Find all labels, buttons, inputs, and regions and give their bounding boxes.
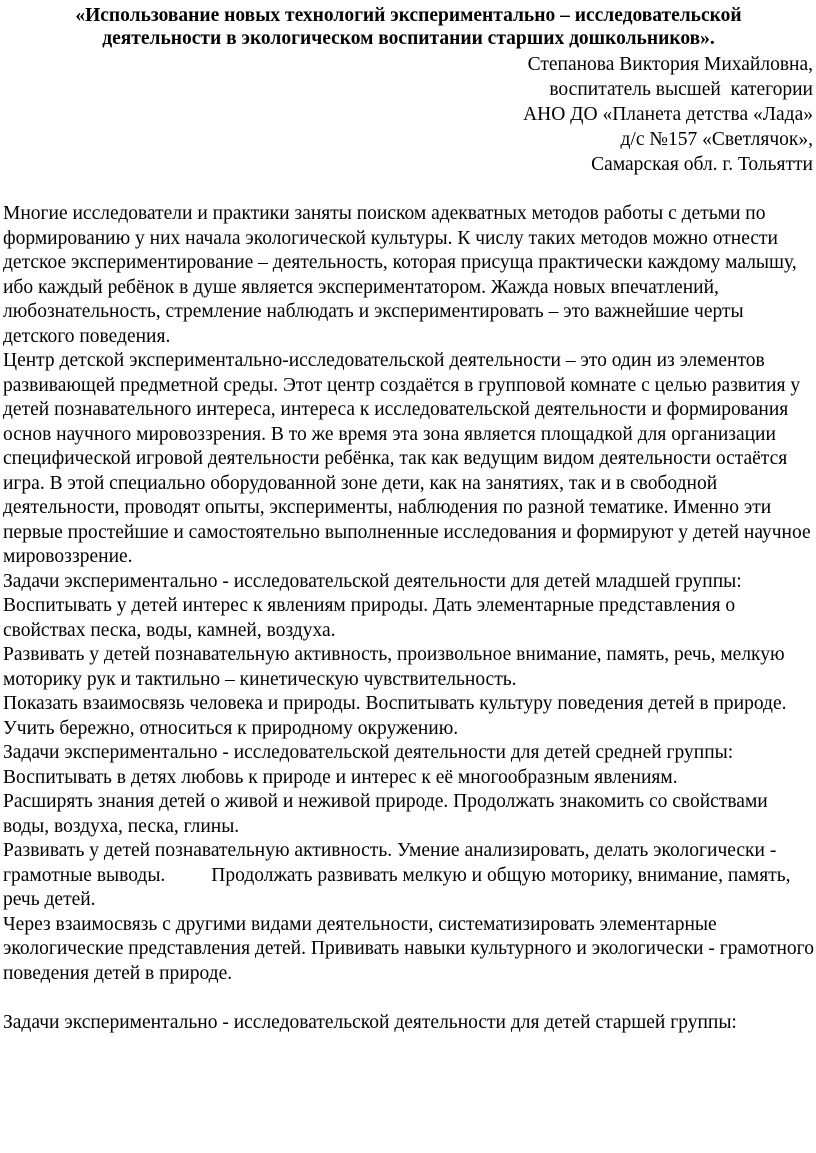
spacer	[3, 177, 814, 202]
document-body	[3, 202, 814, 1036]
paragraph-center: Центр детской экспериментально-исследовательской деятельности – это один из элементов развивающей предметной среды. Этот центр создаётся в групповой комнате с целью развития у детей познавательного интереса, интереса к исследовательской деятельности и формирования основ научного мировоззрения. В то же время эта зона является площадкой для организации специфической игровой деятельности ребёнка, так как ведущим видом деятельности остаётся игра. В этой специально оборудованной зоне дети, как на занятиях, так и в свободной деятельности, проводят опыты, эксперименты, наблюдения по разной тематике. Именно эти первые простейшие и самостоятельно выполненные исследования и формируют у детей научное мировоззрение.	[3, 350, 811, 567]
author-organization: АНО ДО «Планета детства «Лада»	[523, 104, 813, 125]
middle-task-4: Через взаимосвязь с другими видами деятельности, систематизировать элементарные экологические представления детей. Прививать навыки культурного и экологически - грамотного поведения детей в природе.	[3, 913, 814, 984]
author-position: воспитатель высшей категории	[549, 79, 813, 100]
title-line-1: «Использование новых технологий экспериментально – исследовательской	[75, 5, 742, 26]
junior-task-3: Показать взаимосвязь человека и природы. Воспитывать культуру поведения детей в природе. Учить бережно, относиться к природному окружению.	[3, 693, 787, 739]
middle-task-2: Расширять знания детей о живой и неживой природе. Продолжать знакомить со свойствами воды, воздуха, песка, глины.	[3, 791, 768, 837]
author-city: Самарская обл. г. Тольятти	[591, 154, 813, 175]
author-block	[3, 52, 814, 177]
document-title	[3, 4, 814, 50]
author-name: Степанова Виктория Михайловна,	[527, 54, 813, 75]
junior-task-2: Развивать у детей познавательную активность, произвольное внимание, память, речь, мелкую моторику рук и тактильно – кинетическую чувствительность.	[3, 644, 785, 690]
middle-group-heading: Задачи экспериментально - исследовательской деятельности для детей средней группы:	[3, 742, 734, 763]
middle-task-3	[3, 839, 814, 913]
paragraph-intro: Многие исследователи и практики заняты поиском адекватных методов работы с детьми по формированию у них начала экологической культуры. К числу таких методов можно отнести детское экспериментирование – деятельность, которая присуща практически каждому малышу, ибо каждый ребёнок в душе является экспериментатором. Жажда новых впечатлений, любознательность, стремление наблюдать и экспериментировать – это важнейшие черты детского поведения.	[3, 203, 797, 347]
author-kindergarten: д/с №157 «Светлячок»,	[620, 129, 813, 150]
middle-task-1: Воспитывать в детях любовь к природе и интерес к её многообразным явлениям.	[3, 766, 678, 788]
junior-task-1: Воспитывать у детей интерес к явлениям природы. Дать элементарные представления о свойствах песка, воды, камней, воздуха.	[3, 595, 736, 641]
spacer	[3, 986, 814, 1011]
junior-group-heading: Задачи экспериментально - исследовательской деятельности для детей младшей группы:	[3, 570, 742, 592]
title-line-2: деятельности в экологическом воспитании старших дошкольников».	[102, 28, 715, 49]
middle-task-3-part-a: Развивать у детей познавательную активность. Умение анализировать, делать экологически - грамотные выводы.	[3, 840, 777, 886]
senior-group-heading: Задачи экспериментально - исследовательской деятельности для детей старшей группы:	[3, 1012, 737, 1033]
middle-task-3-part-b: Продолжать развивать мелкую и общую моторику, внимание, память, речь детей.	[3, 864, 791, 910]
